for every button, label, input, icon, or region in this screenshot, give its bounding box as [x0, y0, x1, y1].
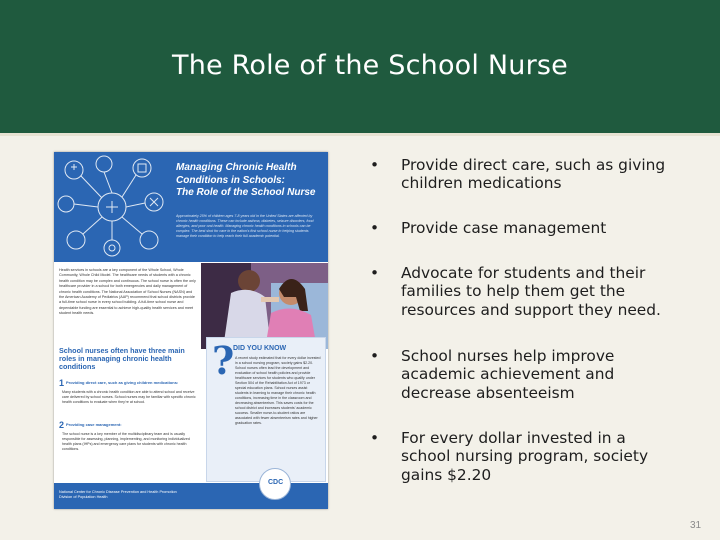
cdc-logo — [259, 468, 291, 500]
title-divider — [0, 133, 720, 136]
footer-line: National Center for Chronic Disease Prevention and Health Promotion — [59, 490, 177, 494]
fact-sheet-title-line: The Role of the School Nurse — [176, 187, 316, 198]
did-you-know-heading: DID YOU KNOW — [233, 345, 287, 352]
bullet-text: School nurses help improve academic achievement and decrease absenteeism — [401, 347, 615, 402]
fact-sheet-thumbnail — [54, 152, 328, 509]
fact-sheet-item-1-bullets: Many students with a chronic health condition are able to attend school and receive care delivered by school nurses. School nurses may be familiar with specific chronic health conditions to evaluate when they're at school. — [62, 390, 196, 404]
fact-sheet-item-2: 2 Providing case management: — [59, 420, 122, 430]
bullet-text: Provide direct care, such as giving children medications — [401, 156, 666, 193]
bullet-marker: • — [370, 264, 380, 282]
slide-title: The Role of the School Nurse — [172, 50, 568, 81]
fact-sheet-item-1: 1 Providing direct care, such as giving children medications: — [59, 378, 179, 388]
bullet-marker: • — [370, 156, 380, 174]
bullet-marker: • — [370, 347, 380, 365]
bullet-text: For every dollar invested in a school nursing program, society gains $2.20 — [401, 429, 649, 484]
bullet-text: Advocate for students and their families to help them get the resources and support they need. — [401, 264, 661, 319]
bullet-marker: • — [370, 429, 380, 447]
fact-sheet-title — [176, 162, 316, 200]
fact-sheet-item-label: Providing case management: — [66, 422, 122, 428]
fact-sheet-title-line: Managing Chronic Health — [176, 162, 297, 173]
fact-sheet-section-heading: School nurses often have three main roles in managing chronic health conditions — [59, 346, 185, 372]
fact-sheet-footer-text — [59, 490, 239, 500]
question-mark-icon: ? — [212, 338, 235, 383]
fact-sheet-title-line: Conditions in Schools: — [176, 174, 285, 186]
fact-sheet-item-label: Providing direct care, such as giving children medications: — [66, 380, 179, 386]
fact-sheet-item-2-bullets: The school nurse is a key member of the multidisciplinary team and is usually responsible for assessing, planning, implementing, and monitoring individualized health plans (IHPs) and emergency care plans for students with chronic health conditions. — [62, 432, 190, 451]
title-bar — [0, 0, 720, 133]
slide-number: 31 — [690, 520, 702, 531]
footer-line: Division of Population Health — [59, 495, 108, 499]
did-you-know-text: A recent study estimated that for every dollar invested in a school nursing program, society gains $2.20. School nurses often lead the development and evaluation of school health policies and provide healthcare services for students who qualify under Section 504 of the Rehabilitation Act of 1973 or special education plans. School nurses assist students in learning to manage their chronic health conditions, increasing time in the classroom and decreasing absenteeism. This saves costs for the school district and increases students' academic success. Smaller nurse-to-student ratios are associated with fewer absenteeism rates and higher graduation rates. — [235, 356, 321, 425]
cdc-logo-text: CDC — [268, 479, 284, 486]
fact-sheet-subtitle: Approximately 25% of children ages 7-8 years old in the United States are affected by chronic health conditions. These can include asthma, diabetes, seizure disorders, food allergies, and poor oral health. Managing chronic health conditions in schools can be complex. The best shot for care in the nation's first school nurse in helping students manage their condition to help reach their full academic potential. — [176, 214, 314, 238]
fact-sheet-intro: Health services in schools are a key component of the Whole School, Whole Community, Whole Child Model. The healthcare needs of students with a chronic health condition may be complex and continuous. The school nurse is often the only healthcare provider in a school for both emergencies and daily management of chronic health conditions. The National Association of School Nurses (NASN) and the American Academy of Pediatrics (AAP) recommend that school districts provide a full-time school nurse in every school building. A full-time school nurse and dependable funding are essential to achieve high-quality health services and meet student health needs. — [59, 268, 196, 316]
bullet-text: Provide case management — [401, 219, 607, 237]
did-you-know-box — [206, 337, 326, 482]
health-icons-cluster-icon — [54, 152, 174, 262]
fact-sheet-header — [54, 152, 328, 262]
bullet-marker: • — [370, 219, 380, 237]
